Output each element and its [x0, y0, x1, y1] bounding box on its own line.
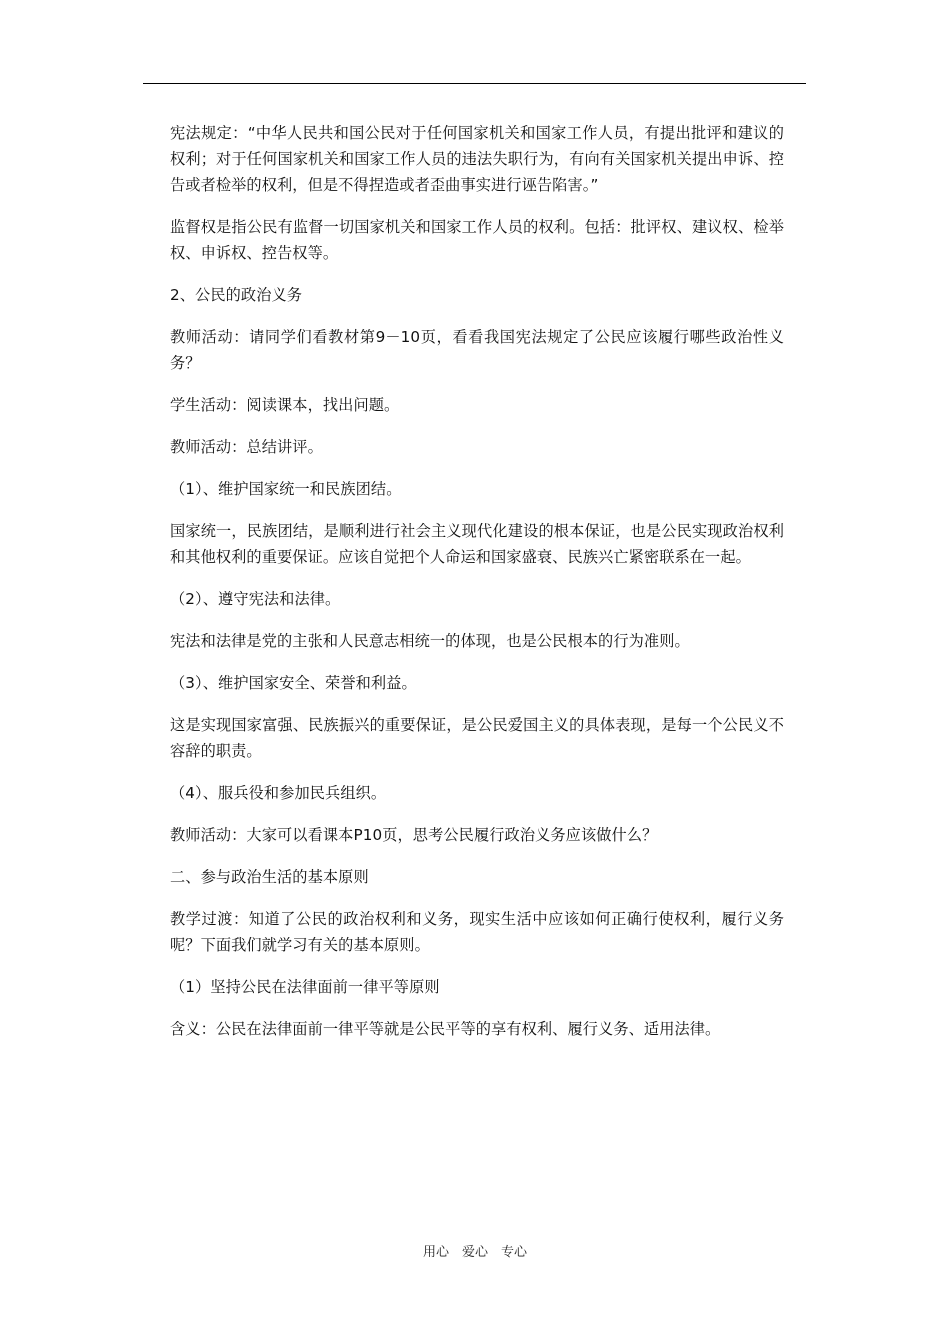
- paragraph-duty-1-detail: 国家统一，民族团结，是顺利进行社会主义现代化建设的根本保证，也是公民实现政治权利和其他权利的重要保证。应该自觉把个人命运和国家盛衰、民族兴亡紧密联系在一起。: [170, 522, 784, 566]
- paragraph-teacher-activity-2: 教师活动：总结讲评。: [170, 438, 323, 456]
- paragraph-supervision-right: 监督权是指公民有监督一切国家机关和国家工作人员的权利。包括：批评权、建议权、检举权、申诉权、控告权等。: [170, 218, 784, 262]
- section-heading-basic-principles: 二、参与政治生活的基本原则: [170, 868, 369, 886]
- paragraph-teaching-transition: 教学过渡：知道了公民的政治权利和义务，现实生活中应该如何正确行使权利，履行义务呢？下面我们就学习有关的基本原则。: [170, 910, 784, 954]
- section-heading-political-duties: 2、公民的政治义务: [170, 286, 303, 304]
- paragraph-principle-1-meaning: 含义：公民在法律面前一律平等就是公民平等的享有权利、履行义务、适用法律。: [170, 1020, 721, 1038]
- paragraph-duty-2-detail: 宪法和法律是党的主张和人民意志相统一的体现，也是公民根本的行为准则。: [170, 632, 690, 650]
- paragraph-teacher-activity-1: 教师活动：请同学们看教材第9－10页，看看我国宪法规定了公民应该履行哪些政治性义务？: [170, 328, 784, 372]
- paragraph-constitution-quote: 宪法规定：“中华人民共和国公民对于任何国家机关和国家工作人员，有提出批评和建议的权利；对于任何国家机关和国家工作人员的违法失职行为，有向有关国家机关提出申诉、控告或者检举的权利，但是不得捏造或者歪曲事实进行诬告陷害。”: [170, 124, 784, 194]
- paragraph-student-activity: 学生活动：阅读课本，找出问题。: [170, 396, 400, 414]
- list-heading-duty-4: （4）、服兵役和参加民兵组织。: [170, 784, 387, 802]
- header-rule: [143, 83, 806, 84]
- page-footer: 用心 爱心 专心: [422, 1245, 527, 1260]
- paragraph-teacher-activity-3: 教师活动：大家可以看课本P10页，思考公民履行政治义务应该做什么？: [170, 826, 658, 844]
- list-heading-principle-1: （1）坚持公民在法律面前一律平等原则: [170, 978, 440, 996]
- list-heading-duty-1: （1）、维护国家统一和民族团结。: [170, 480, 402, 498]
- paragraph-duty-3-detail: 这是实现国家富强、民族振兴的重要保证，是公民爱国主义的具体表现，是每一个公民义不容辞的职责。: [170, 716, 784, 760]
- list-heading-duty-3: （3）、维护国家安全、荣誉和利益。: [170, 674, 417, 692]
- document-body: [170, 120, 784, 1058]
- list-heading-duty-2: （2）、遵守宪法和法律。: [170, 590, 341, 608]
